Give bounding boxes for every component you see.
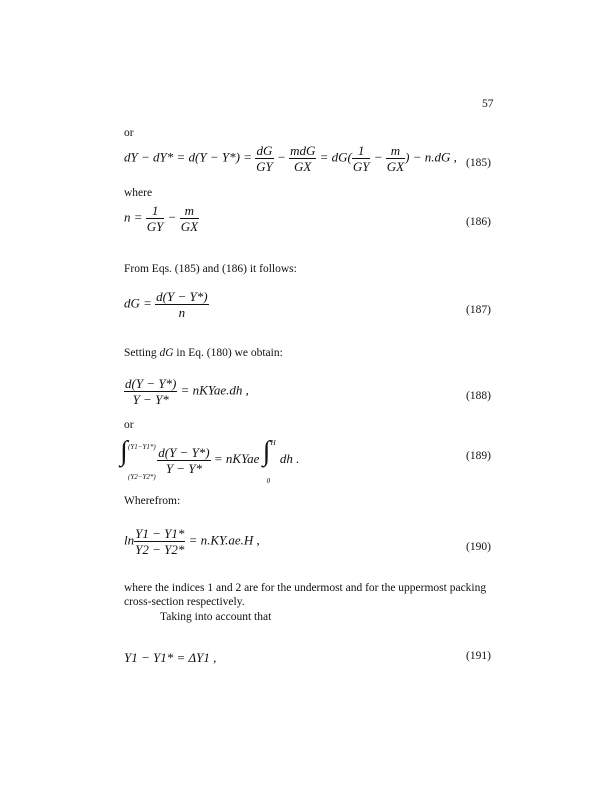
eq185-number: (185) <box>466 157 491 169</box>
eq185-frac4: $\frac{m}{GX}$ <box>386 143 405 174</box>
eq188-number: (188) <box>466 390 491 402</box>
eq186-frac1: $\frac{1}{GY}$ <box>146 203 164 234</box>
eq191-number: (191) <box>466 650 491 662</box>
eq185-lhs: dY − dY* = d(Y − Y*) = <box>124 149 252 165</box>
text-setting: Setting dG in Eq. (180) we obtain: <box>124 347 283 359</box>
integral-sign-2: ∫ H 0 <box>262 436 276 485</box>
text-indices-line2: cross-section respectively. <box>124 596 245 608</box>
eq186-number: (186) <box>466 216 491 228</box>
text-from-eqs: From Eqs. (185) and (186) it follows: <box>124 263 297 275</box>
eq188-frac: $\frac{d(Y - Y*)}{Y - Y*}$ <box>125 376 177 407</box>
equation-188: $\frac{d(Y - Y*)}{Y - Y*}$ = nKYae.dh , <box>125 376 249 407</box>
eq190-frac: $\frac{Y1 - Y1*}{Y2 - Y2*}$ <box>135 526 185 557</box>
eq185-frac1: $\frac{dG}{GY}$ <box>256 143 273 174</box>
equation-185: dY − dY* = d(Y − Y*) = $\frac{dG}{GY}$ − $\frac{\text{mdG}}{GX}$ = dG( $\frac{1}{GY}$ − $\frac{m}{GX}$ ) − n.dG , <box>124 143 457 174</box>
text-or-2: or <box>124 419 134 431</box>
text-or-1: or <box>124 127 134 139</box>
equation-186: n = $\frac{1}{GY}$ − $\frac{m}{GX}$ <box>124 203 199 234</box>
eq189-frac: $\frac{d(Y - Y*)}{Y - Y*}$ <box>158 444 210 476</box>
text-where: where <box>124 187 153 199</box>
eq187-frac: $\frac{d(Y - Y*)}{n}$ <box>156 289 208 320</box>
text-indices-line1: where the indices 1 and 2 are for the undermost and for the uppermost packing <box>124 582 487 594</box>
equation-191: Y1 − Y1* = ΔY1 , <box>124 650 217 665</box>
eq185-frac3: $\frac{1}{GY}$ <box>352 143 370 174</box>
equation-187: dG = $\frac{d(Y - Y*)}{n}$ <box>124 289 208 320</box>
text-wherefrom: Wherefrom: <box>124 495 181 507</box>
text-taking: Taking into account that <box>160 611 272 623</box>
eq190-number: (190) <box>466 541 491 553</box>
eq189-number: (189) <box>466 450 491 462</box>
eq186-frac2: $\frac{m}{GX}$ <box>180 203 199 234</box>
equation-190: ln $\frac{Y1 - Y1*}{Y2 - Y2*}$ = n.KY.ae.H , <box>124 526 260 557</box>
equation-189: ∫ (Y1−Y1*) (Y2−Y2*) $\frac{d(Y - Y*)}{Y - Y*}$ = nKYae ∫ H 0 dh . <box>120 436 300 485</box>
integral-sign-1: ∫ (Y1−Y1*) (Y2−Y2*) <box>120 436 156 481</box>
eq185-frac2: $\frac{\text{mdG}}{GX}$ <box>290 143 316 174</box>
page-number: 57 <box>482 98 494 110</box>
eq187-number: (187) <box>466 304 491 316</box>
